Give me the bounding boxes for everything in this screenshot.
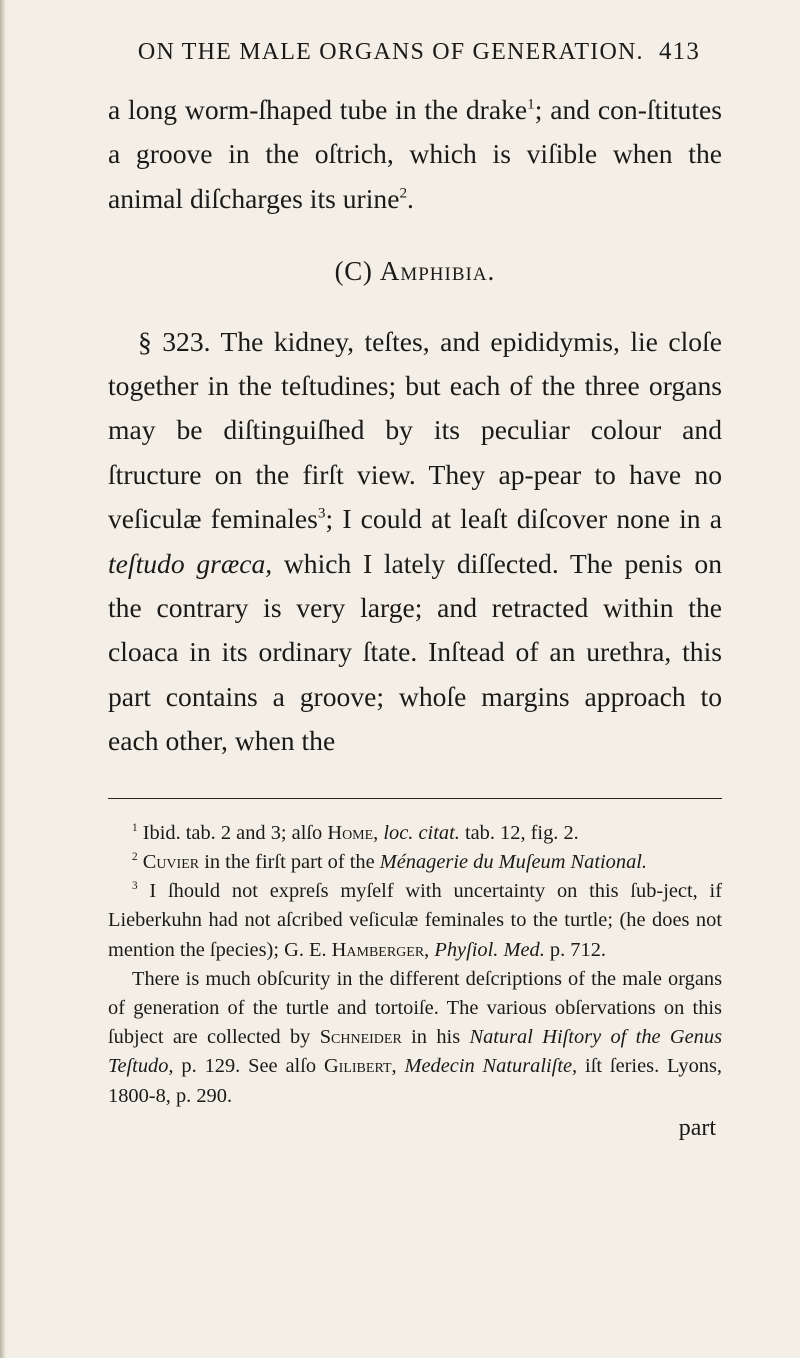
text-run: p. 129. See alſo	[173, 1055, 324, 1078]
text-run: which I lately diſſected. The penis on the contrary is very large; and retracted within the cloaca in its ordinary ſtate. Inſtead of an urethra, this part contains a groove; whoſe margins approach to each other, when the	[108, 547, 722, 757]
footnote-ref: 1	[527, 95, 535, 113]
text-run: ; and con-ſtitutes a groove in the oſtrich, which is viſible when the animal diſcharges its urine	[108, 94, 722, 214]
citation-title: Phyſiol. Med.	[434, 938, 545, 961]
page-gutter-shadow	[0, 0, 6, 1358]
author-name: Cuvier	[142, 850, 200, 873]
footnote-rule	[108, 798, 722, 799]
footnote-ref: 3	[317, 504, 326, 522]
text-run: tab. 12, fig. 2.	[459, 821, 579, 844]
paragraph-continued	[108, 88, 722, 221]
section-heading	[108, 249, 722, 293]
page-number: 413	[658, 38, 701, 65]
text-run: Ibid. tab. 2 and 3; alſo	[142, 821, 328, 844]
footnotes	[108, 819, 722, 1111]
author-name: Home,	[327, 821, 379, 844]
author-name: Gilibert,	[323, 1055, 397, 1078]
footnote-1	[108, 819, 722, 848]
footnote-ref: 2	[399, 184, 408, 202]
text-run: iſt ſeries. Lyons, 1800-8, p. 290.	[108, 1055, 722, 1107]
footnote-marker: 2	[132, 851, 138, 864]
footnote-marker: 3	[132, 880, 138, 893]
section-title: Amphibia.	[379, 256, 496, 287]
running-head	[116, 38, 722, 66]
text-run: p. 712.	[544, 938, 606, 961]
text-run: § 323. The kidney, teſtes, and epididymis, lie cloſe together in the teſtudines; but each of the three organs may be diſtinguiſhed by its peculiar colour and ſtructure on the firſt view. They ap-pear to have no veſiculæ feminales	[108, 325, 722, 535]
author-name: Schneider	[319, 1026, 402, 1049]
text-run: ; I could at leaſt diſcover none in a	[325, 503, 722, 535]
text-run: There is much obſcurity in the different deſcriptions of the male organs of generation of the turtle and tortoiſe. The various obſervations on this ſubject are collected by	[108, 967, 722, 1049]
section-label: (C)	[334, 256, 373, 287]
footnote-3-continued	[108, 965, 722, 1111]
species-name: teſtudo græca,	[108, 547, 273, 579]
text-run: a long worm-ſhaped tube in the drake	[108, 94, 528, 125]
citation-title: loc. citat.	[383, 821, 460, 844]
running-title: ON THE MALE ORGANS OF GENERATION.	[137, 39, 644, 65]
footnote-3	[108, 877, 722, 965]
text-run: in his	[401, 1026, 470, 1049]
body-text	[108, 88, 722, 764]
footnote-marker: 1	[132, 821, 138, 834]
text-run: in the firſt part of the	[199, 850, 380, 873]
citation-title: Natural Hiſtory of the Genus Teſtudo,	[108, 1026, 723, 1078]
text-run: I ſhould not expreſs myſelf with uncertainty on this ſub-ject, if Lieberkuhn had not aſcribed veſiculæ feminales to the turtle; (he does not mention the ſpecies); G. E.	[108, 880, 722, 961]
footnote-2	[108, 848, 722, 877]
catchword: part	[678, 1114, 716, 1141]
paragraph-323	[108, 320, 722, 764]
citation-title: Medecin Naturaliſte,	[404, 1055, 578, 1078]
author-name: Hamberger,	[331, 938, 430, 961]
citation-title: Ménagerie du Muſeum National.	[379, 850, 648, 873]
text-run: .	[407, 182, 414, 214]
